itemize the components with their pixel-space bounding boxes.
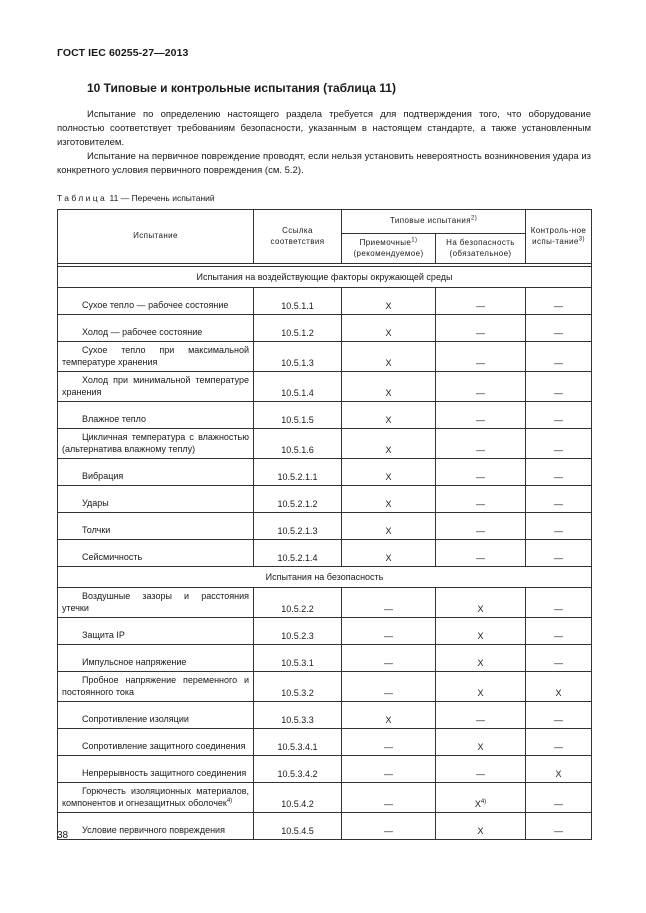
test-name-cell: Горючесть изоляционных материалов, компонентов и огнезащитных оболочек$^{4)}$ bbox=[58, 783, 254, 813]
reference-cell: 10.5.4.5 bbox=[254, 813, 342, 840]
reference-cell: 10.5.1.4 bbox=[254, 372, 342, 402]
test-name-cell: Холод — рабочее состояние bbox=[58, 315, 254, 342]
safety-cell: — bbox=[436, 540, 526, 567]
safety-cell: — bbox=[436, 288, 526, 315]
acceptance-cell: X bbox=[342, 540, 436, 567]
acceptance-cell: X bbox=[342, 372, 436, 402]
control-cell: — bbox=[526, 540, 592, 567]
reference-cell: 10.5.3.1 bbox=[254, 645, 342, 672]
safety-cell: — bbox=[436, 459, 526, 486]
table-row bbox=[58, 513, 592, 540]
control-cell: X bbox=[526, 672, 592, 702]
control-cell: — bbox=[526, 783, 592, 813]
test-name-cell: Импульсное напряжение bbox=[58, 645, 254, 672]
safety-cell: — bbox=[436, 756, 526, 783]
table-body bbox=[58, 267, 592, 840]
control-cell: — bbox=[526, 342, 592, 372]
control-cell: — bbox=[526, 813, 592, 840]
table-group-title: Испытания на воздействующие факторы окружающей среды bbox=[58, 267, 592, 288]
acceptance-cell: — bbox=[342, 618, 436, 645]
test-name-cell: Пробное напряжение переменного и постоянного тока bbox=[58, 672, 254, 702]
intro-text bbox=[57, 108, 591, 178]
control-cell: — bbox=[526, 288, 592, 315]
page-number: 38 bbox=[57, 830, 69, 841]
reference-cell: 10.5.2.1.1 bbox=[254, 459, 342, 486]
test-name-cell: Непрерывность защитного соединения bbox=[58, 756, 254, 783]
test-name-cell: Влажное тепло bbox=[58, 402, 254, 429]
tests-table-wrap bbox=[57, 209, 591, 840]
safety-cell: X bbox=[436, 645, 526, 672]
safety-cell: — bbox=[436, 315, 526, 342]
acceptance-cell: X bbox=[342, 288, 436, 315]
table-row bbox=[58, 402, 592, 429]
document-code: ГОСТ IEC 60255-27—2013 bbox=[57, 47, 189, 59]
control-cell: — bbox=[526, 459, 592, 486]
acceptance-cell: — bbox=[342, 672, 436, 702]
acceptance-cell: — bbox=[342, 813, 436, 840]
safety-cell: — bbox=[436, 402, 526, 429]
table-row bbox=[58, 702, 592, 729]
reference-cell: 10.5.1.3 bbox=[254, 342, 342, 372]
table-row bbox=[58, 588, 592, 618]
safety-cell: $X^{4)}$ bbox=[436, 783, 526, 813]
acceptance-cell: X bbox=[342, 342, 436, 372]
header-acceptance: Приемочные$^{1)}$ (рекомендуемое) bbox=[342, 234, 436, 264]
safety-cell: — bbox=[436, 486, 526, 513]
control-cell: — bbox=[526, 702, 592, 729]
test-name-cell: Воздушные зазоры и расстояния утечки bbox=[58, 588, 254, 618]
reference-cell: 10.5.2.2 bbox=[254, 588, 342, 618]
reference-cell: 10.5.3.4.1 bbox=[254, 729, 342, 756]
control-cell: — bbox=[526, 729, 592, 756]
table-caption bbox=[57, 193, 215, 203]
acceptance-cell: — bbox=[342, 588, 436, 618]
test-name-cell: Сопротивление защитного соединения bbox=[58, 729, 254, 756]
acceptance-cell: X bbox=[342, 459, 436, 486]
reference-cell: 10.5.1.1 bbox=[254, 288, 342, 315]
test-name-cell: Удары bbox=[58, 486, 254, 513]
header-safety: На безопасность (обязательное) bbox=[436, 234, 526, 264]
acceptance-cell: — bbox=[342, 756, 436, 783]
intro-paragraph-2: Испытание на первичное повреждение проводят, если нельзя установить невероятность возникновения удара из конкретного условия первичного повреждения (см. 5.2). bbox=[57, 151, 591, 176]
safety-cell: — bbox=[436, 342, 526, 372]
safety-cell: — bbox=[436, 513, 526, 540]
table-row bbox=[58, 429, 592, 459]
control-cell: — bbox=[526, 513, 592, 540]
table-row bbox=[58, 618, 592, 645]
acceptance-cell: X bbox=[342, 486, 436, 513]
safety-cell: — bbox=[436, 372, 526, 402]
reference-cell: 10.5.3.2 bbox=[254, 672, 342, 702]
table-row bbox=[58, 756, 592, 783]
test-name-cell: Холод при минимальной температуре хранения bbox=[58, 372, 254, 402]
control-cell: — bbox=[526, 372, 592, 402]
control-cell: — bbox=[526, 588, 592, 618]
control-cell: — bbox=[526, 645, 592, 672]
control-cell: — bbox=[526, 315, 592, 342]
acceptance-cell: X bbox=[342, 402, 436, 429]
intro-paragraph-1: Испытание по определению настоящего раздела требуется для подтверждения того, что оборудование полностью соответствует требованиям безопасности, указанным в настоящем стандарте, а также установленным изготовителем. bbox=[57, 109, 591, 148]
test-name-cell: Сухое тепло при максимальной температуре хранения bbox=[58, 342, 254, 372]
reference-cell: 10.5.2.1.4 bbox=[254, 540, 342, 567]
header-type-tests: Типовые испытания$^{2)}$ bbox=[342, 210, 526, 234]
table-group-title: Испытания на безопасность bbox=[58, 567, 592, 588]
test-name-cell: Сопротивление изоляции bbox=[58, 702, 254, 729]
acceptance-cell: — bbox=[342, 729, 436, 756]
reference-cell: 10.5.1.6 bbox=[254, 429, 342, 459]
table-row bbox=[58, 459, 592, 486]
test-name-cell: Вибрация bbox=[58, 459, 254, 486]
reference-cell: 10.5.2.1.3 bbox=[254, 513, 342, 540]
table-row bbox=[58, 813, 592, 840]
table-group-row bbox=[58, 267, 592, 288]
table-caption-label: Таблица bbox=[57, 193, 108, 203]
safety-cell: X bbox=[436, 588, 526, 618]
table-caption-title: 11 — Перечень испытаний bbox=[109, 193, 215, 203]
test-name-cell: Сухое тепло — рабочее состояние bbox=[58, 288, 254, 315]
table-row bbox=[58, 342, 592, 372]
header-test: Испытание bbox=[58, 210, 254, 264]
control-cell: — bbox=[526, 618, 592, 645]
header-reference: Ссылка соответствия bbox=[254, 210, 342, 264]
safety-cell: X bbox=[436, 813, 526, 840]
acceptance-cell: X bbox=[342, 429, 436, 459]
acceptance-cell: X bbox=[342, 513, 436, 540]
safety-cell: — bbox=[436, 702, 526, 729]
section-title: 10 Типовые и контрольные испытания (таблица 11) bbox=[87, 81, 396, 95]
safety-cell: X bbox=[436, 729, 526, 756]
acceptance-cell: X bbox=[342, 315, 436, 342]
safety-cell: X bbox=[436, 672, 526, 702]
acceptance-cell: — bbox=[342, 645, 436, 672]
table-row bbox=[58, 372, 592, 402]
test-name-cell: Цикличная температура с влажностью (альтернатива влажному теплу) bbox=[58, 429, 254, 459]
control-cell: — bbox=[526, 402, 592, 429]
safety-cell: X bbox=[436, 618, 526, 645]
table-row bbox=[58, 288, 592, 315]
control-cell: — bbox=[526, 486, 592, 513]
reference-cell: 10.5.3.4.2 bbox=[254, 756, 342, 783]
reference-cell: 10.5.1.2 bbox=[254, 315, 342, 342]
test-name-cell: Условие первичного повреждения bbox=[58, 813, 254, 840]
table-group-row bbox=[58, 567, 592, 588]
acceptance-cell: X bbox=[342, 702, 436, 729]
table-row bbox=[58, 783, 592, 813]
test-name-cell: Сейсмичность bbox=[58, 540, 254, 567]
acceptance-cell: — bbox=[342, 783, 436, 813]
reference-cell: 10.5.2.1.2 bbox=[254, 486, 342, 513]
control-cell: X bbox=[526, 756, 592, 783]
test-name-cell: Защита IP bbox=[58, 618, 254, 645]
reference-cell: 10.5.1.5 bbox=[254, 402, 342, 429]
reference-cell: 10.5.2.3 bbox=[254, 618, 342, 645]
table-row bbox=[58, 729, 592, 756]
test-name-cell: Толчки bbox=[58, 513, 254, 540]
reference-cell: 10.5.3.3 bbox=[254, 702, 342, 729]
header-control-test: Контроль-ное испы-тание$^{3)}$ bbox=[526, 210, 592, 264]
control-cell: — bbox=[526, 429, 592, 459]
table-row bbox=[58, 540, 592, 567]
table-row bbox=[58, 672, 592, 702]
table-row bbox=[58, 645, 592, 672]
tests-table bbox=[57, 209, 592, 840]
table-row bbox=[58, 315, 592, 342]
table-header bbox=[58, 210, 592, 267]
table-row bbox=[58, 486, 592, 513]
reference-cell: 10.5.4.2 bbox=[254, 783, 342, 813]
safety-cell: — bbox=[436, 429, 526, 459]
